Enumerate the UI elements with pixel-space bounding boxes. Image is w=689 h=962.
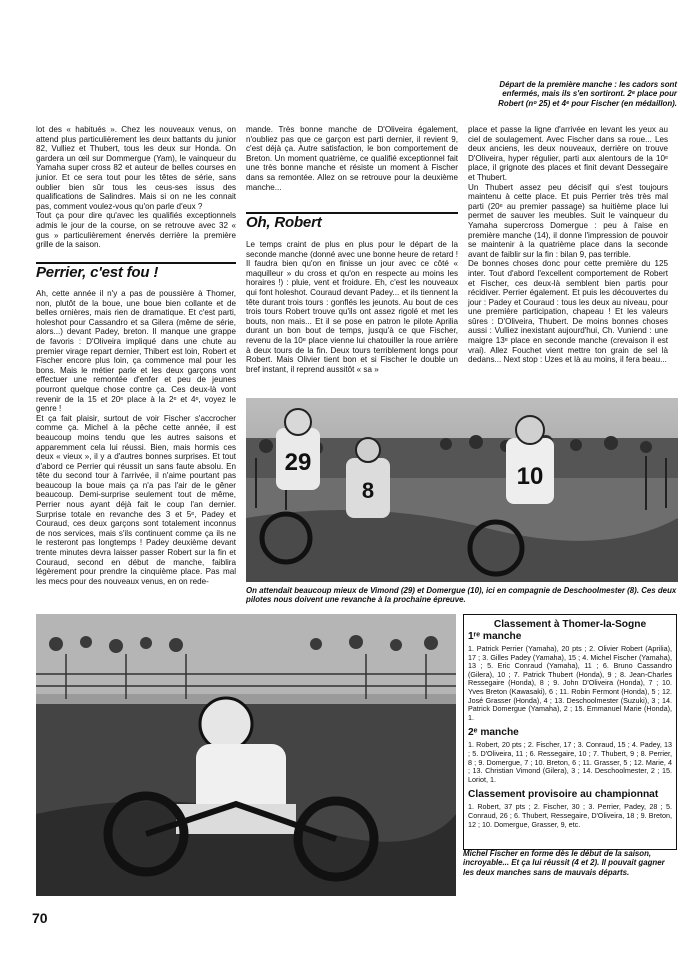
article-column-3: [468, 125, 668, 365]
fischer-photo-drawing: [36, 614, 456, 896]
section-heading-perrier: Perrier, c'est fou !: [36, 264, 159, 281]
article-column-2: [246, 125, 458, 192]
results-box: [463, 614, 677, 850]
top-photo-caption: Départ de la première manche : les cadors sont enfermés, mais ils s'en sortiront. 2ᵉ place pour Robert (nᵒ 25) et 4ᵉ pour Fischer (en médaillon).: [498, 80, 677, 108]
section-heading-robert: Oh, Robert: [246, 214, 322, 231]
race-1-title: 1ʳᵉ manche: [468, 631, 522, 642]
col3-paragraph-1: place et passe la ligne d'arrivée en levant les yeux au ciel de soulagement. Avec Fischer dans sa roue... Les deux anciens, les deux nouveaux, derrière on trouve D'Oliveira, hyper régulier, parti aux alentours de la 10ᵉ place, il grignote des places et finit devant Dessegaire et Thubert.: [468, 125, 668, 182]
rider-number-a: 29: [284, 449, 312, 476]
championship-title: Classement provisoire au championnat: [468, 789, 659, 801]
article-column-1b: [36, 289, 236, 586]
race-2-title: 2ᵉ manche: [468, 727, 519, 739]
bottom-photo-caption: Michel Fischer en forme dès le début de la saison, incroyable... Et ça lui réussit (4 et 2). Il pouvait gagner les deux manches sans de mauvais départs.: [463, 849, 665, 877]
page-number: 70: [32, 910, 48, 926]
race-photo-drawing: [246, 398, 678, 582]
col1-paragraph-1: lot des « habitués ». Chez les nouveaux venus, on attend plus particulièrement les deux battants du junior 82, Vulliez et Thubert, tous les deux sur Honda. On gardera un œil sur Dommergue (Yam), le vainqueur du Yamaha super cross 82 et auteur de belles courses en junior. Et ce sera tout pour les têtes de série, sans oublier bien sûr tous les ceus-ses issus des qualifications de Salindres. Mais si on ne les connait pas, comment voulez-vous qu'on parle d'eux ?: [36, 125, 236, 211]
col2-paragraph-2: Le temps craint de plus en plus pour le départ de la seconde manche (donné avec une bonne heure de retard ! Il faudra bien qu'on en finisse un jour avec ce côté « maquilleur » du cross et qu'on en respecte au moins les horaires !) : pluie, vent et froidure. Eh, c'est les nouveaux qui font holeshot. Couraud devant Padey... et ils tiennent la tête durant trois tours : gonflés les jeunots. Au bout de ces trois tours Robert trouve qu'ils ont assez rigolé et met les bouts, non mais... Et il se pose en patron le pilote Aprilia durant un bon bout de temps, jusqu'à ce que Fischer, revenu de la 10ᵉ place vienne lui chatouiller la roue arrière à deux tours de la fin. Deux tours terriblement longs pour Robert. Mais Olivier tient bon et si Fischer le double un bref instant, il reprend aussitôt « sa »: [246, 240, 458, 374]
col1-paragraph-2: Tout ça pour dire qu'avec les qualifiés exceptionnels admis le jour de la course, on se retrouve avec 32 « gus » particulièrement énervés derrière la première grille de la saison.: [36, 211, 236, 250]
col1-paragraph-4: Et ça fait plaisir, surtout de voir Fischer s'accrocher comme ça. Michel à la pêche cette année, il est beaucoup moins tendu que les autres saisons et apparemment cela lui réussi. Bien, mais hormis ces deux « vieux », il y a d'autres bonnes surprises. Et tout d'abord ce Perrier qui réussit un sans faute absolu. En tête du second tour à l'arrivée, il n'aime pourtant pas beaucoup la boue mais ça n'a pas l'air de le gêner beaucoup. Demi-surprise seulement tout de même, Perrier nous ayant déjà fait le coup l'an dernier. Surprise totale en revanche des 3 et 5ᵉ, Padey et Couraud, ces deux garçons sont totalement inconnus de nos services, mais s'ils continuent comme ça ils ne le resteront pas longtemps ! Padey deuxième devant trente minutes devra laisser passer Robert sur la fin et Couraud, second en début de manche, faiblira légèrement pour prendre la cinquième place. Pas mal les mecs pour des nouveaux venus, en on rede-: [36, 413, 236, 586]
col3-paragraph-2: Un Thubert assez peu décisif qui s'est toujours maintenu à cette place. Et puis Perrier très très mal parti (20ᵉ au premier passage) sa huitième place lui permet de sauver les meubles. Suit le vainqueur du Yamaha supercross Domergue : peu à l'aise en première manche (14), il donne l'impression de pouvoir se maintenir à la quatrième place dans la seconde avant de faiblir sur la fin : bilan 9, pas terrible.: [468, 182, 668, 259]
col1-paragraph-3: Ah, cette année il n'y a pas de poussière à Thomer, non, plutôt de la boue, une boue bien collante et de belles ornières, mais rien de dramatique. Et c'est parti, holeshot pour Cassandro et sa Gilera (même de série, alors...) devant Padey, breton. Il manque une grappe de favoris : D'Oliveira impliqué dans une chute au premier virage repart dernier, Thibert est loin, Robert et Fischer encore plus loin, ça commence mal pour les bons. Mais le métier parle et les deux garçons vont effectuer une remontée d'enfer et peu de jeunes pourront quelque chose contre ça. Ces deux-là vont revenir de la 15 et 20ᵉ place à la 2ᵉ et 4ᵉ, voyez le genre !: [36, 289, 236, 414]
race-photo-vimond-domergue: [246, 398, 678, 582]
col2-paragraph-1: mande. Très bonne manche de D'Oliveira également, n'oubliez pas que ce garçon est parti dernier, il revient 9, c'est déjà ça. Autre satisfaction, le bon comportement de Breton. Un moment quatrième, ce qualifié exceptionnel fait une très bonne manche et résiste un moment à Fischer dans sa remontée. Allez on se retrouve pour la deuxième manche...: [246, 125, 458, 192]
race-1-results: 1. Patrick Perrier (Yamaha), 20 pts ; 2. Olivier Robert (Aprilia), 17 ; 3. Gilles Padey (Yamaha), 15 ; 4. Michel Fischer (Yamaha), 13 ; 5. Eric Conraud (Yamaha), 11 ; 6. Bruno Cassandro (Gilera), 10 ; 7. Patrick Thubert (Honda), 9 ; 8. Jean-Charles Ressegaire (Honda), 8 ; 9. John D'Oliveira (Honda), 7 ; 10. Yves Breton (Kawasaki), 6 ; 11. Robin Fermont (Honda), 5 ; 12. José Grasser (Honda), 4 ; 13. Deschoolmester (Suzuki), 3 ; 14. Patrick Domergue (Yamaha), 2 ; 15. Emmanuel Marie (Honda), 1.: [468, 644, 672, 722]
race-2-results: 1. Robert, 20 pts ; 2. Fischer, 17 ; 3. Conraud, 15 ; 4. Padey, 13 ; 5. D'Oliveira, 11 ; 6. Ressegaire, 10 ; 7. Thubert, 9 ; 8. Perrier, 8 ; 9. Domergue, 7 ; 10. Breton, 6 ; 11. Grasser, 5 ; 12. Marie, 4 ; 13. Christian Vimond (Gilera), 3 ; 14. Deschoolmester, 2 ; 15. Loriot, 1.: [468, 740, 672, 784]
rider-number-b: 10: [516, 463, 544, 490]
middle-photo-caption: On attendait beaucoup mieux de Vimond (29) et Domergue (10), ici en compagnie de Deschoolmester (8). Ces deux pilotes nous doivent une revanche à la prochaine épreuve.: [246, 586, 677, 605]
article-column-1: [36, 125, 236, 250]
article-column-2b: [246, 240, 458, 374]
rider-number-c: 8: [361, 478, 375, 503]
race-photo-fischer: [36, 614, 456, 896]
results-title: Classement à Thomer-la-Sogne: [493, 619, 647, 630]
col3-paragraph-3: De bonnes choses donc pour cette première du 125 inter. Tout d'abord l'excellent comportement de Robert et Fischer, ces deux-là semblent bien partis pour récidiver. Perrier également. Et puis les découvertes du jour : Padey et Couraud : tous les deux au niveau, pour une première participation, chapeau ! Et les valeurs sûres : D'Oliveira, Thubert. De moins bonnes choses aussi : Vulliez inexistant aujourd'hui, Ch. Vuniend : une maigre 13ᵉ place en seconde manche (crevaison il est vrai). Allez Fouchet vient mettre ton grain de sel là dedans... Next stop : Uzes et là au moins, il fera beau...: [468, 259, 668, 365]
championship-results: 1. Robert, 37 pts ; 2. Fischer, 30 ; 3. Perrier, Padey, 28 ; 5. Conraud, 26 ; 6. Thubert, Ressegaire, D'Oliveira, 18 ; 9. Breton, 12 ; 10. Domergue, Grasser, 9, etc.: [468, 802, 672, 829]
